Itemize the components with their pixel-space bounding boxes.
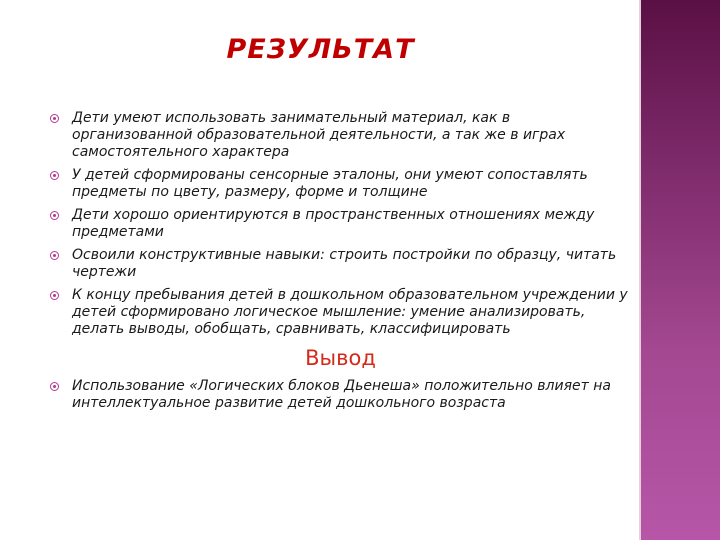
list-item [48,207,633,241]
list-item [48,167,633,201]
list-item-text: Дети хорошо ориентируются в пространственных отношениях между предметами [72,207,595,240]
slide-title: РЕЗУЛЬТАТ [226,34,415,65]
decorative-side-band [641,0,720,540]
results-list [48,110,633,418]
circle-bullet-icon [50,211,59,220]
list-item [48,247,633,281]
circle-bullet-icon [50,382,59,391]
conclusion-text: Использование «Логических блоков Дьенеша» положительно влияет на интеллектуальное развитие детей дошкольного возраста [72,378,611,411]
list-item [48,287,633,338]
circle-bullet-icon [50,171,59,180]
circle-bullet-icon [50,291,59,300]
list-item-text: К концу пребывания детей в дошкольном образовательном учреждении у детей сформировано логическое мышление: умение анализировать, делать выводы, обобщать, сравнивать, классифицировать [72,287,628,337]
list-item [48,110,633,161]
list-item-text: У детей сформированы сенсорные эталоны, они умеют сопоставлять предметы по цвету, размеру, форме и толщине [72,167,588,200]
circle-bullet-icon [50,251,59,260]
circle-bullet-icon [50,114,59,123]
list-item-text: Дети умеют использовать занимательный материал, как в организованной образовательной деятельности, а так же в играх самостоятельного характера [72,110,566,160]
list-item [48,378,633,412]
conclusion-heading: Вывод [305,346,376,370]
list-item-text: Освоили конструктивные навыки: строить постройки по образцу, читать чертежи [72,247,617,280]
